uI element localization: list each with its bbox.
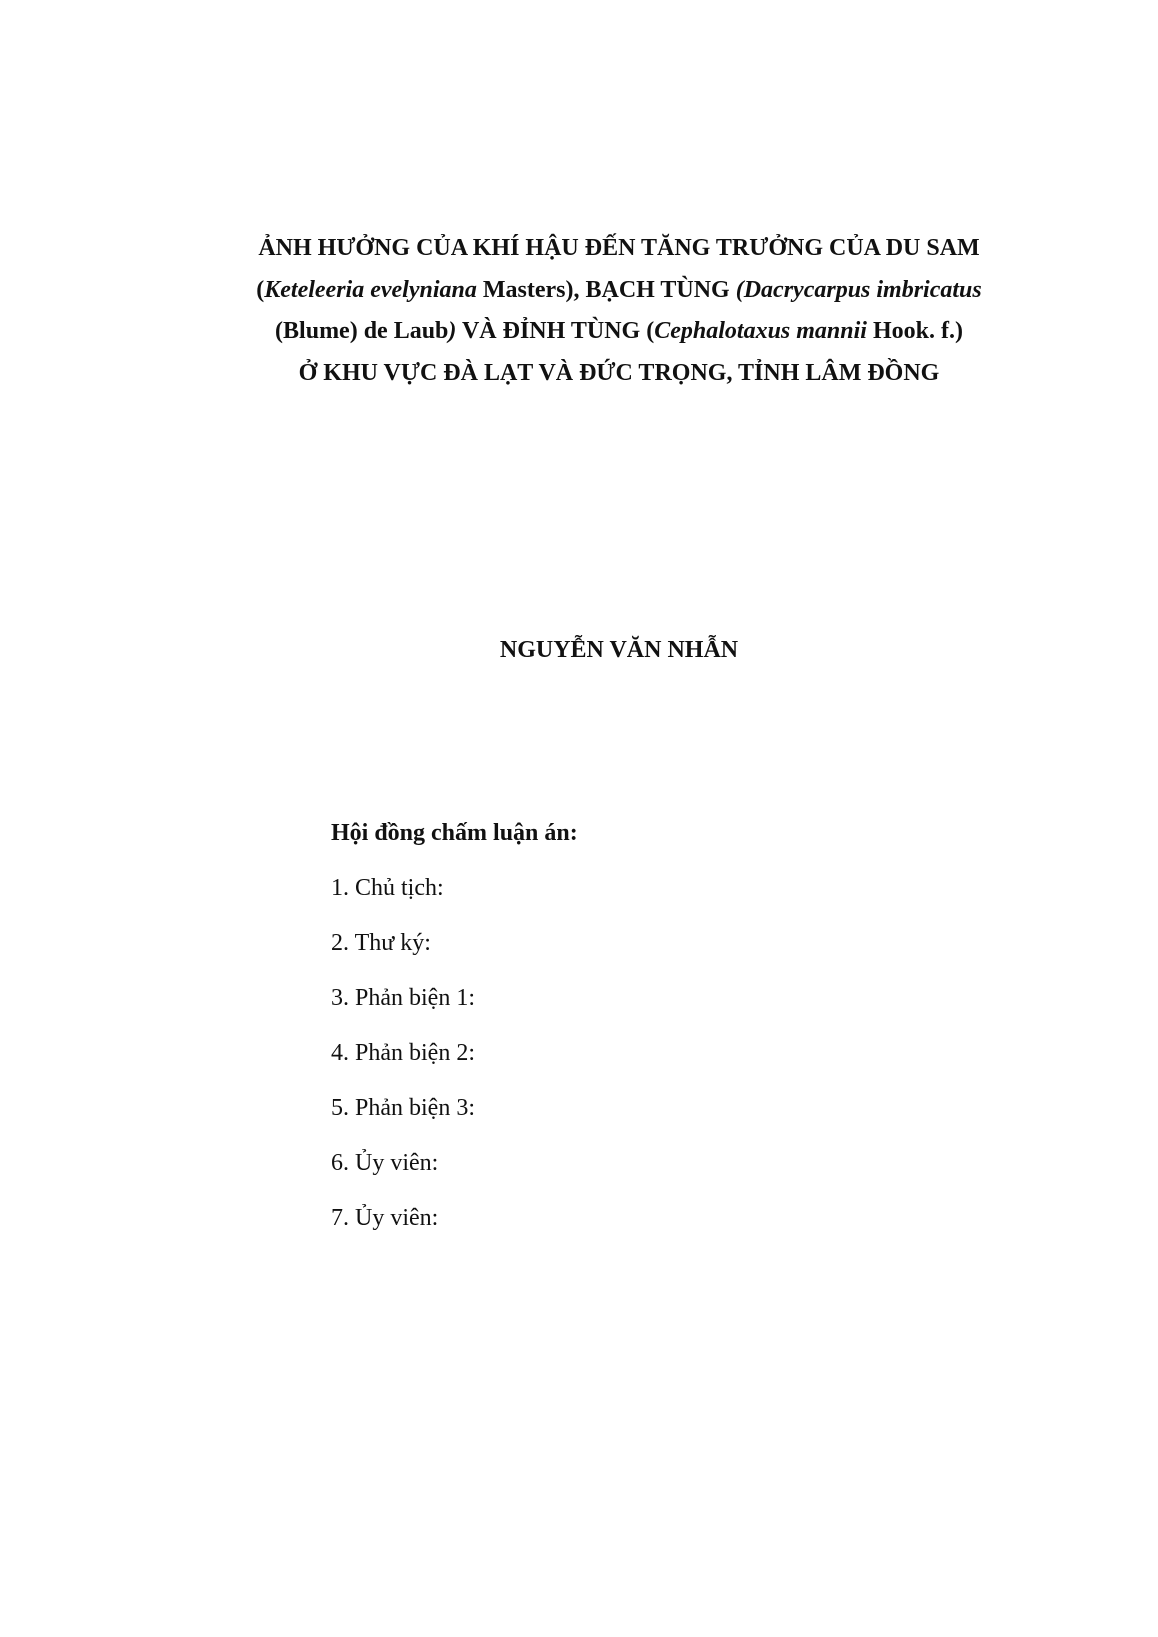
species-name-bach-tung: (Dacrycarpus imbricatus [735, 276, 982, 303]
open-paren: ( [256, 276, 265, 303]
close-paren: ) [448, 318, 457, 344]
committee-member-secretary: 2. Thư ký: [331, 930, 431, 956]
committee-member-member-2: 7. Ủy viên: [331, 1205, 439, 1231]
species-author-dinh-tung: Hook. f.) [866, 318, 963, 344]
committee-member-reviewer-2: 4. Phản biện 2: [331, 1040, 475, 1066]
thesis-title [200, 228, 1038, 394]
committee-member-reviewer-3: 5. Phản biện 3: [331, 1095, 475, 1121]
species-author-bach-tung: (Blume) de Laub [275, 318, 449, 344]
title-line-2 [200, 270, 1038, 312]
species-name-du-sam: Keteleeria evelyniana [264, 276, 477, 303]
species-name-dinh-tung: Cephalotaxus mannii [654, 318, 867, 344]
committee-section [331, 818, 931, 1231]
committee-member-member-1: 6. Ủy viên: [331, 1150, 439, 1176]
committee-member-reviewer-1: 3. Phản biện 1: [331, 985, 475, 1011]
title-line-4: Ở KHU VỰC ĐÀ LẠT VÀ ĐỨC TRỌNG, TỈNH LÂM ĐỒNG [298, 359, 940, 386]
species-author-du-sam: Masters), BẠCH TÙNG [476, 276, 736, 303]
committee-member-chair: 1. Chủ tịch: [331, 875, 444, 901]
title-connector: VÀ ĐỈNH TÙNG ( [456, 318, 655, 344]
author-name: NGUYỄN VĂN NHẪN [499, 637, 739, 663]
title-line-1: ẢNH HƯỞNG CỦA KHÍ HẬU ĐẾN TĂNG TRƯỞNG CỦA DU SAM [258, 235, 980, 261]
title-line-3 [200, 311, 1038, 353]
committee-heading: Hội đồng chấm luận án: [331, 820, 578, 846]
